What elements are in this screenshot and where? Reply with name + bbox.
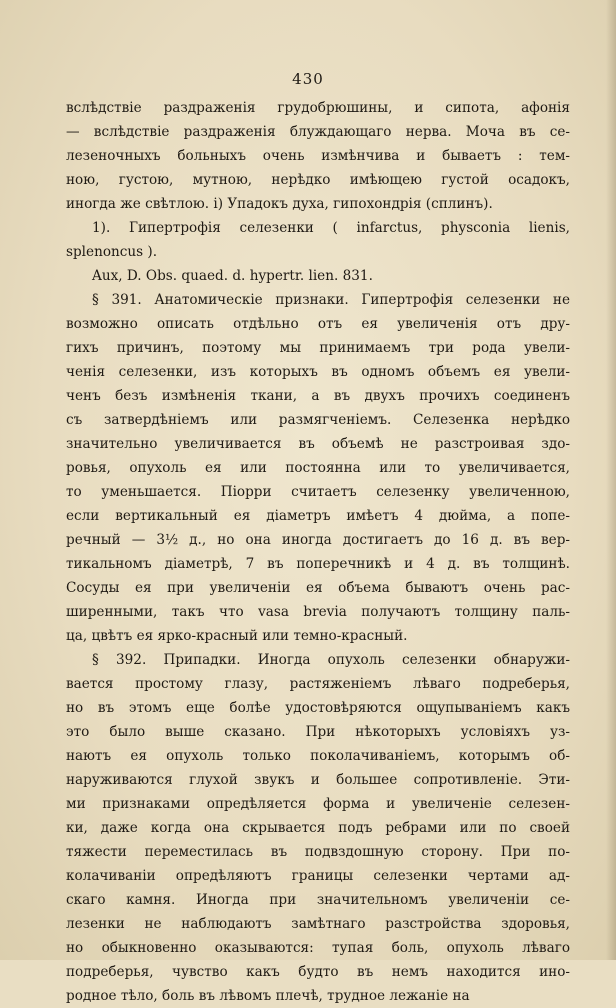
text-line: но въ этомъ еще болѣе удостовѣряются ощупываніемъ какъ xyxy=(66,700,570,716)
text-line: ною, густою, мутною, нерѣдко имѣющею густой осадокъ, xyxy=(66,172,570,188)
page-text xyxy=(66,96,570,1008)
text-line: ченія селезенки, изъ которыхъ въ одномъ объемъ ея увели- xyxy=(66,364,570,380)
text-line: вслѣдствіе раздраженія грудобрюшины, и сипота, афонія xyxy=(66,100,570,116)
text-line: речный — 3½ д., но она иногда достигаетъ до 16 д. въ вер- xyxy=(66,532,570,548)
text-line: Aux, D. Obs. quaed. d. hypertr. lien. 831. xyxy=(92,268,373,284)
text-line: возможно описать отдѣльно отъ ея увеличенія отъ дру- xyxy=(66,316,570,332)
text-line: родное тѣло, боль въ лѣвомъ плечѣ, трудное лежаніе на xyxy=(66,988,470,1004)
text-line: вается простому глазу, растяженіемъ лѣваго подреберья, xyxy=(66,676,570,692)
page-edge-shadow xyxy=(606,0,616,960)
text-line: § 392. Припадки. Иногда опухоль селезенки обнаружи- xyxy=(92,652,570,668)
text-line: ми признаками опредѣляется форма и увеличеніе селезен- xyxy=(66,796,570,812)
text-line: если вертикальный ея діаметръ имѣетъ 4 дюйма, а попе- xyxy=(66,508,570,524)
text-line: лезеночныхъ больныхъ очень измѣнчива и бываетъ : тем- xyxy=(66,148,570,164)
text-line: то уменьшается. Піорри считаетъ селезенку увеличенною, xyxy=(66,484,570,500)
text-line: § 391. Анатомическіе признаки. Гипертрофія селезенки не xyxy=(92,292,570,308)
text-line: Сосуды ея при увеличеніи ея объема бываютъ очень рас- xyxy=(66,580,570,596)
text-line: это было выше сказано. При нѣкоторыхъ условіяхъ уз- xyxy=(66,724,570,740)
text-line: ровья, опухоль ея или постоянна или то увеличивается, xyxy=(66,460,570,476)
text-line: наруживаются глухой звукъ и большее сопротивленіе. Эти- xyxy=(66,772,570,788)
text-line: ца, цвѣтъ ея ярко-красный или темно-красный. xyxy=(66,628,408,644)
text-line: но обыкновенно оказываются: тупая боль, опухоль лѣваго xyxy=(66,940,570,956)
text-line: гихъ причинъ, поэтому мы принимаемъ три рода увели- xyxy=(66,340,570,356)
text-line: колачиваніи опредѣляютъ границы селезенки чертами ад- xyxy=(66,868,570,884)
text-line: ченъ безъ измѣненія ткани, а въ двухъ прочихъ соединенъ xyxy=(66,388,570,404)
text-line: наютъ ея опухоль только поколачиваніемъ, которымъ об- xyxy=(66,748,570,764)
text-line: лезенки не наблюдаютъ замѣтнаго разстройства здоровья, xyxy=(66,916,570,932)
text-line: подреберья, чувство какъ будто въ немъ находится ино- xyxy=(66,964,570,980)
text-line: 1). Гипертрофія селезенки ( infarctus, physconia lienis, xyxy=(92,220,570,236)
text-line: съ затвердѣніемъ или размягченіемъ. Селезенка нерѣдко xyxy=(66,412,570,428)
text-line: значительно увеличивается въ объемѣ не разстроивая здо- xyxy=(66,436,570,452)
text-line: ки, даже когда она скрывается подъ ребрами или по своей xyxy=(66,820,570,836)
page-number: 430 xyxy=(292,70,324,88)
text-line: тикальномъ діаметрѣ, 7 въ поперечникѣ и 4 д. въ толщинѣ. xyxy=(66,556,570,572)
text-line: иногда же свѣтлою. і) Упадокъ духа, гипохондрія (сплинъ). xyxy=(66,196,493,212)
text-line: ширенными, такъ что vasa brevia получаютъ толщину паль- xyxy=(66,604,570,620)
text-line: — вслѣдствіе раздраженія блуждающаго нерва. Моча въ се- xyxy=(66,124,570,140)
text-line: splenoncus ). xyxy=(66,244,158,260)
text-line: тяжести переместилась въ подвздошную сторону. При по- xyxy=(66,844,570,860)
text-line: скаго камня. Иногда при значительномъ увеличеніи се- xyxy=(66,892,570,908)
